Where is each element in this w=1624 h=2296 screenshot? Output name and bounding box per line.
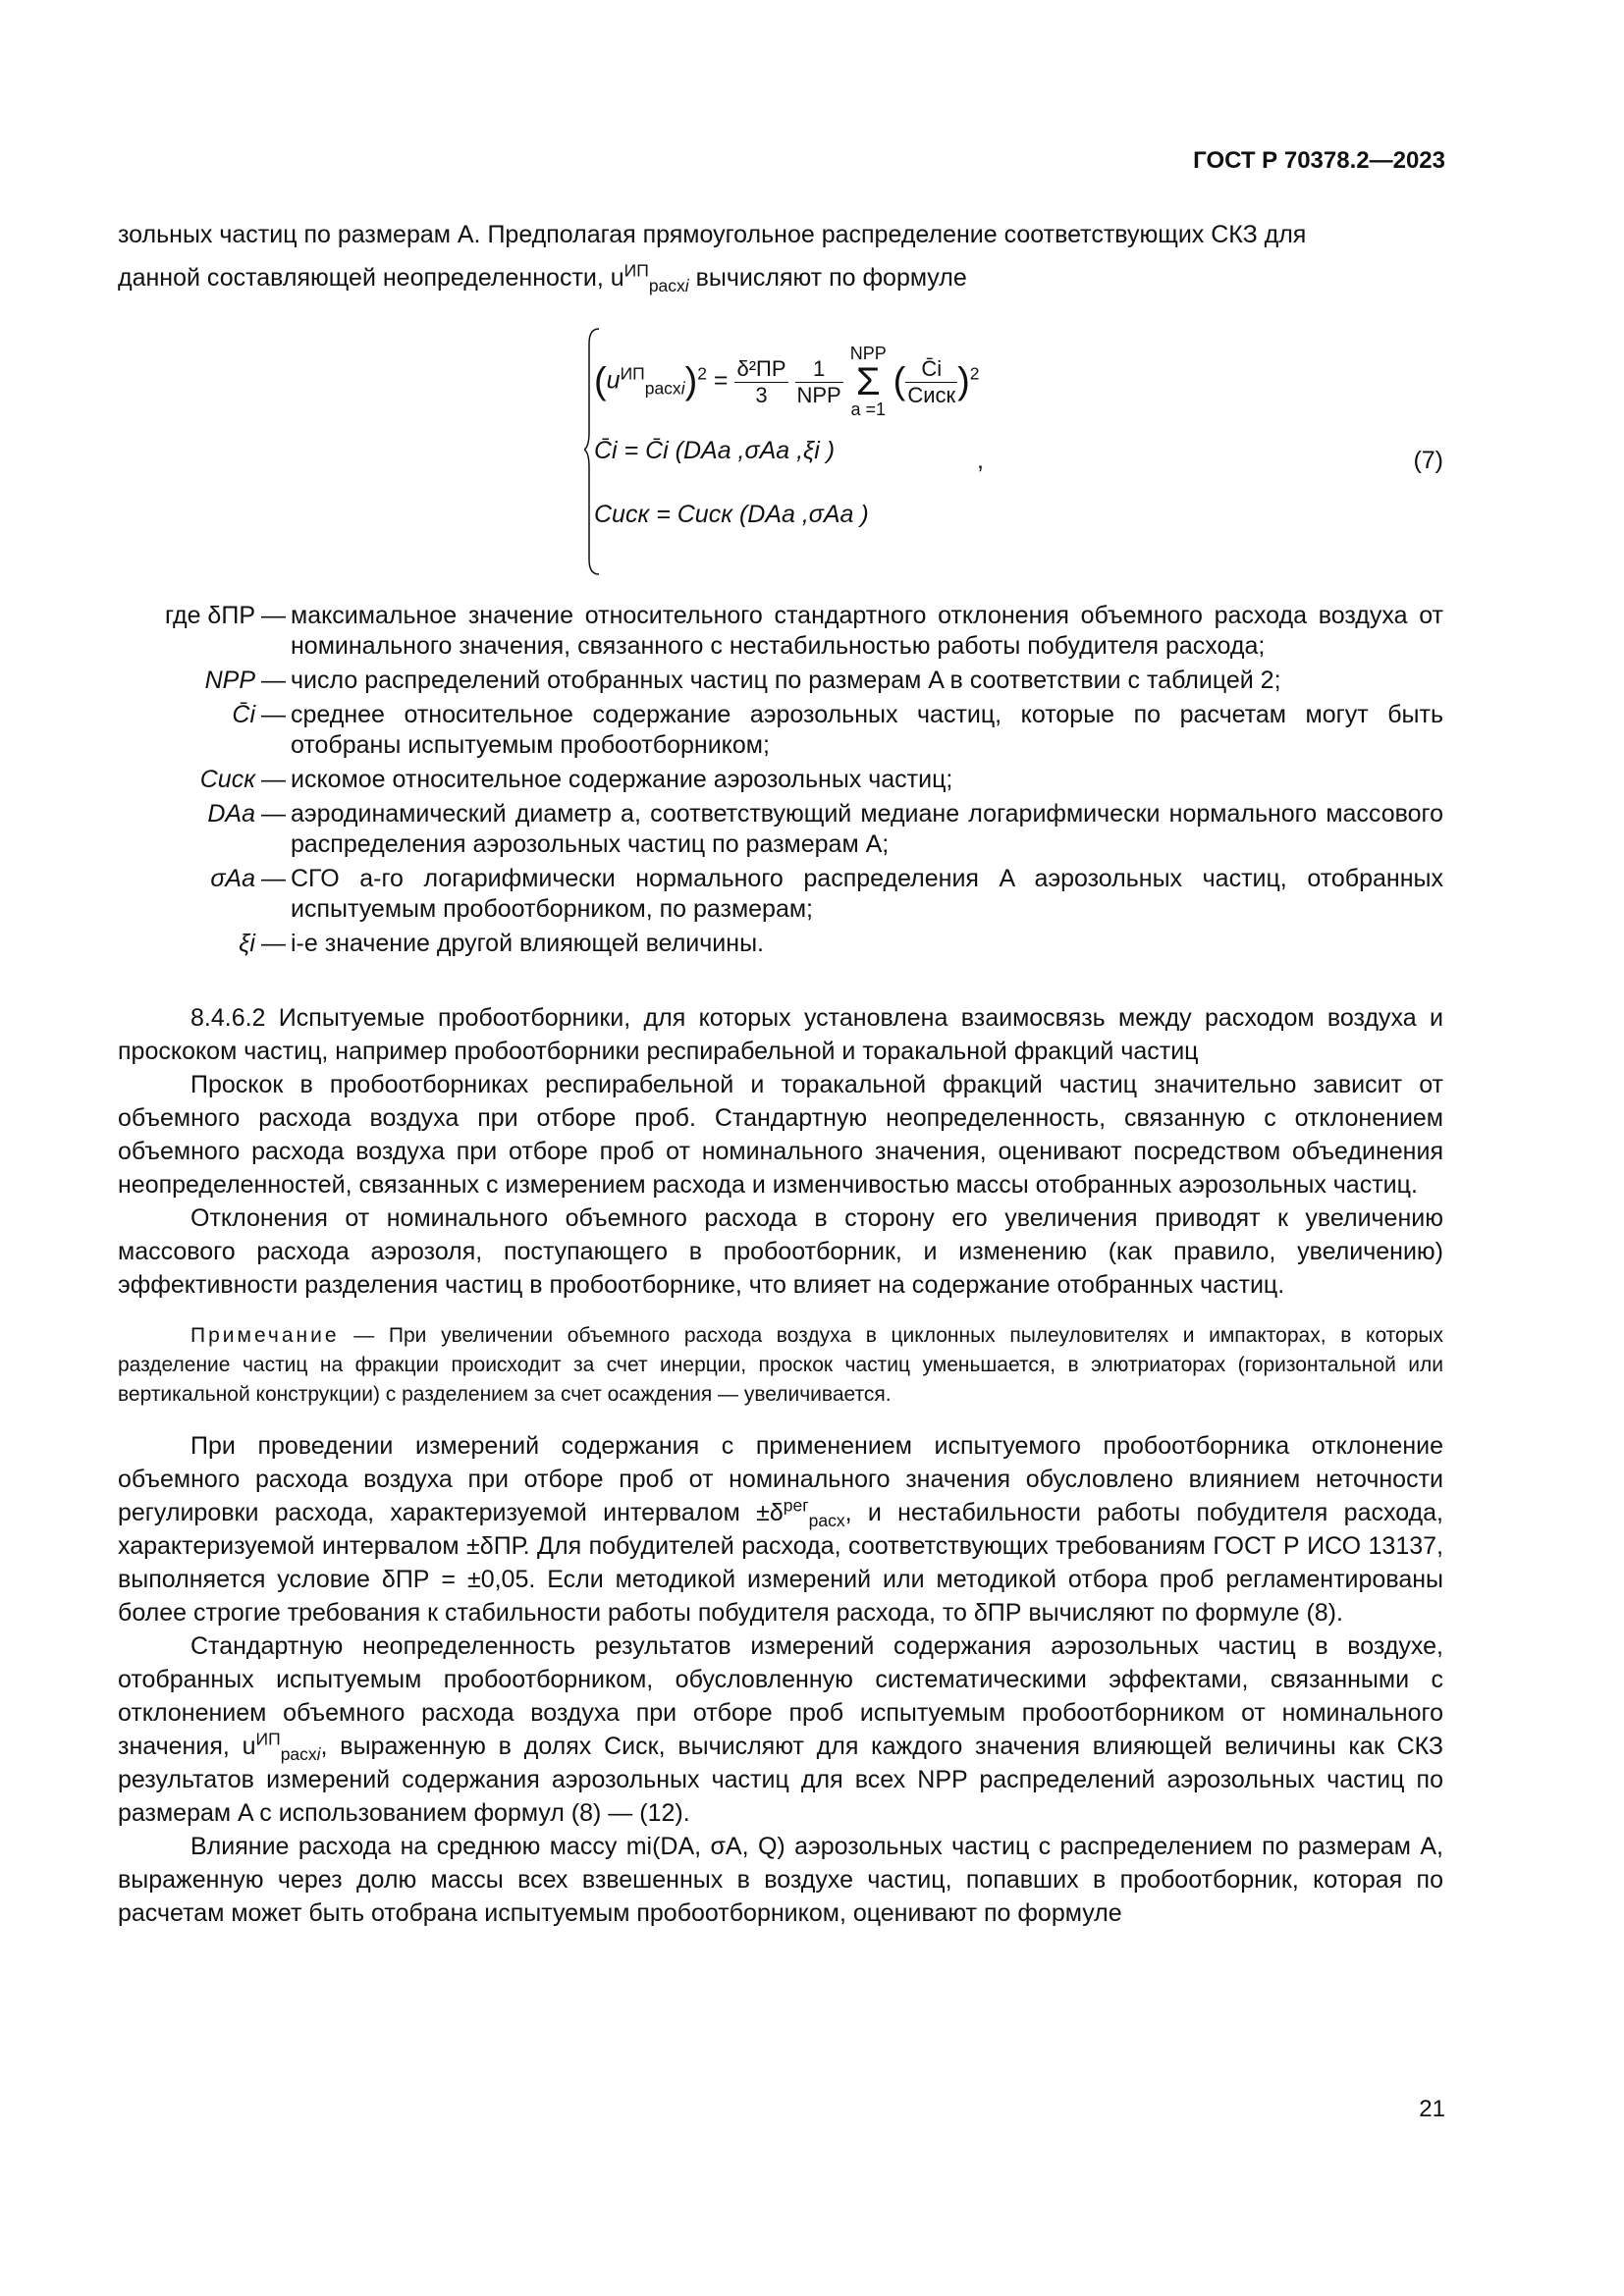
intro-u-sup: ИП xyxy=(623,260,649,281)
def-dash: — xyxy=(261,701,286,728)
paragraph-4-part-b: , и нестабильности работы побудителя расхода, характеризуемой интервалом ±δПР. Для побудителей расхода, соответствующих требованиям ГОСТ Р ИСО 13137, выполняется условие δПР = ±0,05. Если методикой измерений или методикой отбора проб регламентированы более строгие требования к стабильности работы побудителя расхода, то δПР вычисляют по формуле (8). xyxy=(118,1499,1443,1627)
frac2-num: 1 xyxy=(795,356,843,383)
def-symbol: σAa xyxy=(210,865,255,892)
formula-7 xyxy=(584,324,1443,579)
frac-1-npp xyxy=(795,356,843,408)
def-symbol: DAa xyxy=(207,800,255,828)
def-text: i-е значение другой влияющей величины. xyxy=(291,930,764,957)
paren-close-2: ) xyxy=(957,360,970,402)
def-dash: — xyxy=(261,667,286,694)
def-text: аэродинамический диаметр a, соответствующий медиане логарифмически нормального массового распределения аэрозольных частиц по размерам A; xyxy=(291,800,1443,858)
paragraph-2: Проскок в пробоотборниках респирабельной и торакальной фракций частиц значительно зависит от объемного расхода воздуха при отборе проб. Стандартную неопределенность, связанную с отклонением объемного расхода воздуха при отборе проб от номинального значения, оценивают посредством объединения неопределенностей, связанных с измерением расхода и изменчивостью массы отобранных аэрозольных частиц. xyxy=(118,1071,1443,1199)
paragraph-5 xyxy=(118,1629,1443,1830)
u-sup: ИП xyxy=(620,363,645,384)
intro-line-1: зольных частиц по размерам A. Предполагая прямоугольное распределение соответствующих СКЗ для xyxy=(118,221,1307,248)
intro-u-sub-text: расх xyxy=(648,276,685,295)
sum-top: NPP xyxy=(849,344,887,363)
paragraph-4-part-a: При проведении измерений содержания с применением испытуемого пробоотборника отклонение объемного расхода воздуха при отборе проб от номинального значения обусловлено влиянием неточности регулировки расхода, характеризуемой интервалом ±δ xyxy=(118,1432,1443,1526)
equation-number: (7) xyxy=(1413,447,1443,474)
note-label: Примечание xyxy=(190,1324,340,1347)
frac3-den: Cиск xyxy=(907,382,956,407)
paragraph-5-part-b: , выраженную в долях Cиск, вычисляют для каждого значения влияющей величины как СКЗ результатов измерений содержания аэрозольных частиц для всех NPP распределений аэрозольных частиц по размерам A с использованием формул (8) — (12). xyxy=(118,1733,1444,1827)
formula-line-3: Cиск = Cиск (DAa ,σAa ) xyxy=(594,501,869,528)
definition-item xyxy=(118,700,1443,761)
formula-comma: , xyxy=(977,447,984,474)
frac3-num: C̄i xyxy=(905,356,957,383)
paren-open: ( xyxy=(594,360,607,402)
definition-item xyxy=(118,799,1443,860)
main-text xyxy=(118,1001,1443,1930)
summation xyxy=(850,344,887,420)
paragraph-8-4-6-2: 8.4.6.2 Испытуемые пробоотборники, для которых установлена взаимосвязь между расходом воздуха и проскоком частиц, например пробоотборники респирабельной и торакальной фракций частиц xyxy=(118,1004,1443,1065)
delta-reg-sup: рег xyxy=(783,1495,809,1516)
def-symbol: где δПР xyxy=(165,602,255,629)
def-text: максимальное значение относительного стандартного отклонения объемного расхода воздуха от номинального значения, связанного с нестабильностью работы побудителя расхода; xyxy=(291,602,1443,660)
note xyxy=(118,1321,1443,1410)
def-text: число распределений отобранных частиц по размерам A в соответствии с таблицей 2; xyxy=(291,667,1281,694)
definition-item xyxy=(118,864,1443,925)
def-symbol: NPP xyxy=(204,667,255,694)
intro-u-sub xyxy=(649,276,689,295)
sum-bottom: a =1 xyxy=(850,400,886,419)
frac-delta-3 xyxy=(734,356,787,408)
def-dash: — xyxy=(261,602,286,629)
definition-item xyxy=(118,929,1443,959)
def-symbol: C̄i xyxy=(232,701,255,728)
definition-item xyxy=(118,601,1443,662)
def-dash: — xyxy=(261,800,286,828)
def-text: среднее относительное содержание аэрозольных частиц, которые по расчетам могут быть отобраны испытуемым пробоотборником; xyxy=(291,701,1443,759)
formula-line-2: C̄i = C̄i (DAa ,σAa ,ξi ) xyxy=(594,437,836,464)
frac2-den: NPP xyxy=(796,382,841,407)
frac-ci-cisk xyxy=(905,356,957,408)
u-ip-sub xyxy=(281,1744,321,1764)
document-header: ГОСТ Р 70378.2—2023 xyxy=(1193,147,1445,174)
square-exp-2: 2 xyxy=(969,363,980,384)
paragraph-6: Влияние расхода на среднюю массу mi(DA, σA, Q) аэрозольных частиц с распределением по размерам A, выраженную через долю массы всех взвешенных в воздухе частиц, попавших в пробоотборник, которая по расчетам может быть отобрана испытуемым пробоотборником, оценивают по формуле xyxy=(118,1833,1443,1927)
paragraph-3: Отклонения от номинального объемного расхода в сторону его увеличения приводят к увеличению массового расхода аэрозоля, поступающего в пробоотборник, и изменению (как правило, увеличению) эффективности разделения частиц в пробоотборнике, что влияет на содержание отобранных частиц. xyxy=(118,1204,1443,1299)
sum-sign: Σ xyxy=(855,360,881,403)
definition-item xyxy=(118,666,1443,696)
definition-item xyxy=(118,765,1443,795)
frac1-num: δ²ПР xyxy=(736,355,786,381)
u-ip-sub-text: расх xyxy=(280,1744,317,1764)
u-symbol: u xyxy=(606,366,621,395)
intro-line-2 xyxy=(118,261,1443,294)
intro-block xyxy=(118,218,1443,294)
u-sub-i: i xyxy=(680,378,685,399)
paren-close: ) xyxy=(684,360,698,402)
u-sub xyxy=(645,379,685,399)
intro-u-sub-i: i xyxy=(684,276,689,295)
paragraph-5-part-a: Стандартную неопределенность результатов измерений содержания аэрозольных частиц в воздухе, отобранных испытуемым пробоотборником, обусловленную систематическими эффектами, связанными с отклонением объемного расхода воздуха при отборе проб испытуемым пробоотборником от номинального значения, u xyxy=(118,1632,1443,1760)
def-dash: — xyxy=(261,930,286,957)
def-symbol: Cиск xyxy=(199,766,255,793)
delta-reg-sub: расх xyxy=(808,1511,845,1530)
paren-open-2: ( xyxy=(893,360,906,402)
def-text: СГО a-го логарифмически нормального распределения A аэрозольных частиц, отобранных испытуемым пробоотборником, по размерам; xyxy=(291,865,1443,923)
intro-line-2-end: вычисляют по формуле xyxy=(688,264,967,292)
intro-line-2-text: данной составляющей неопределенности, u xyxy=(118,264,624,292)
u-sub-text: расх xyxy=(644,378,681,399)
page-number: 21 xyxy=(1419,2096,1445,2122)
definitions-list xyxy=(118,601,1443,963)
u-ip-sub-i: i xyxy=(316,1744,321,1764)
paragraph-4 xyxy=(118,1429,1443,1629)
def-dash: — xyxy=(261,865,286,892)
frac1-den: 3 xyxy=(755,382,768,407)
square-exp: 2 xyxy=(697,363,707,384)
equals-sign: = xyxy=(713,366,729,395)
formula-line-1 xyxy=(594,344,980,420)
def-symbol: ξi xyxy=(239,930,255,957)
def-text: искомое относительное содержание аэрозольных частиц; xyxy=(291,766,953,793)
u-ip-sup: ИП xyxy=(255,1729,281,1749)
def-dash: — xyxy=(261,766,286,793)
note-text: — При увеличении объемного расхода воздуха в циклонных пылеуловителях и импакторах, в которых разделение частиц на фракции происходит за счет инерции, проскок частиц уменьшается, в элютриаторах (горизонтальной или вертикальной конструкции) с разделением за счет осаждения — увеличивается. xyxy=(118,1324,1443,1406)
